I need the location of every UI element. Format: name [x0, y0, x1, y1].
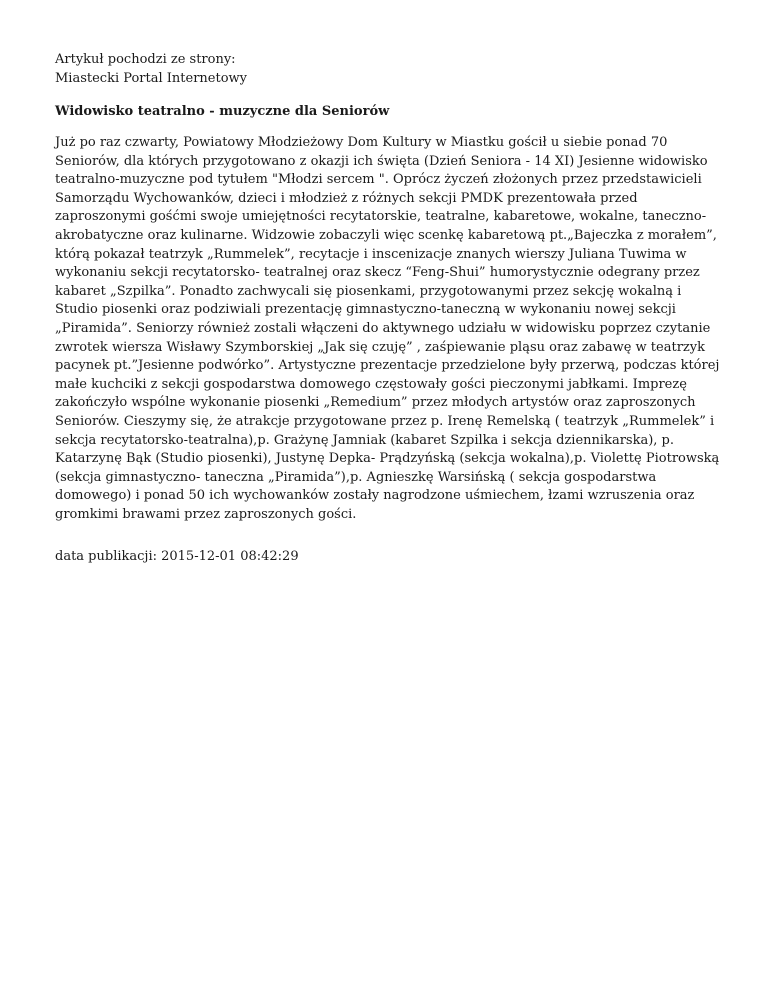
source-site-name: Miastecki Portal Internetowy	[55, 71, 248, 86]
body-line: Samorządu Wychowanków, dzieci i młodzież z różnych sekcji PMDK prezentowała przed	[55, 190, 638, 206]
body-line: kabaret „Szpilka”. Ponadto zachwycali się piosenkami, przygotowanymi przez sekcję wokalną i	[55, 283, 682, 299]
body-line: domowego) i ponad 50 ich wychowanków zostały nagrodzone uśmiechem, łzami wzruszenia oraz	[55, 488, 695, 504]
source-info	[55, 50, 720, 88]
body-line: (sekcja gimnastyczno- taneczna „Piramida”),p. Agnieszkę Warsińską ( sekcja gospodarstwa	[55, 469, 657, 485]
body-line: zaproszonymi gośćmi swoje umiejętności recytatorskie, teatralne, kabaretowe, wokalne, taneczno-	[55, 209, 707, 225]
body-line: Katarzynę Bąk (Studio piosenki), Justynę Depka- Prądzyńską (sekcja wokalna),p. Violettę Piotrowską	[55, 451, 720, 467]
body-line: sekcja recytatorsko-teatralna),p. Grażynę Jamniak (kabaret Szpilka i sekcja dziennikarska), p.	[55, 432, 674, 448]
article-title: Widowisko teatralno - muzyczne dla Seniorów	[55, 104, 390, 119]
body-line: wykonaniu sekcji recytatorsko- teatralnej oraz skecz “Feng-Shui” humorystycznie odegrany przez	[55, 265, 700, 281]
body-line: zakończyło wspólne wykonanie piosenki „Remedium” przez młodych artystów oraz zaproszonych	[55, 395, 696, 411]
body-line: „Piramida”. Seniorzy również zostali włączeni do aktywnego udziału w widowisku poprzez czytanie	[55, 320, 711, 336]
source-label: Artykuł pochodzi ze strony:	[55, 52, 236, 67]
body-line: Studio piosenki oraz podziwiali prezentację gimnastyczno-taneczną w wykonaniu nowej sekcji	[55, 302, 676, 318]
body-line: którą pokazał teatrzyk „Rummelek”, recytacje i inscenizacje znanych wierszy Juliana Tuwima w	[55, 246, 687, 262]
body-line: zwrotek wiersza Wisławy Szymborskiej „Jak się czuję” , zaśpiewanie pląsu oraz zabawę w teatrzyk	[55, 339, 705, 355]
body-line: gromkimi brawami przez zaproszonych gości.	[55, 506, 357, 522]
publication-date: data publikacji: 2015-12-01 08:42:29	[55, 549, 299, 564]
body-line: małe kuchciki z sekcji gospodarstwa domowego częstowały gości pieczonymi jabłkami. Imprezę	[55, 376, 687, 392]
body-line: akrobatyczne oraz kulinarne. Widzowie zobaczyli więc scenkę kabaretową pt.„Bajeczka z morałem”,	[55, 227, 717, 243]
body-line: teatralno-muzyczne pod tytułem "Młodzi sercem ". Oprócz życzeń złożonych przez przedstawicieli	[55, 172, 702, 188]
article-body	[55, 134, 720, 524]
body-line: Seniorów, dla których przygotowano z okazji ich święta (Dzień Seniora - 14 XI) Jesienne widowisko	[55, 153, 708, 169]
body-line: Seniorów. Cieszymy się, że atrakcje przygotowane przez p. Irenę Remelską ( teatrzyk „Rummelek” i	[55, 413, 715, 429]
body-line: pacynek pt.”Jesienne podwórko”. Artystyczne prezentacje przedzielone były przerwą, podczas której	[55, 358, 720, 374]
body-line: Już po raz czwarty, Powiatowy Młodzieżowy Dom Kultury w Miastku gościł u siebie ponad 70	[55, 135, 668, 150]
document-page	[55, 50, 720, 524]
